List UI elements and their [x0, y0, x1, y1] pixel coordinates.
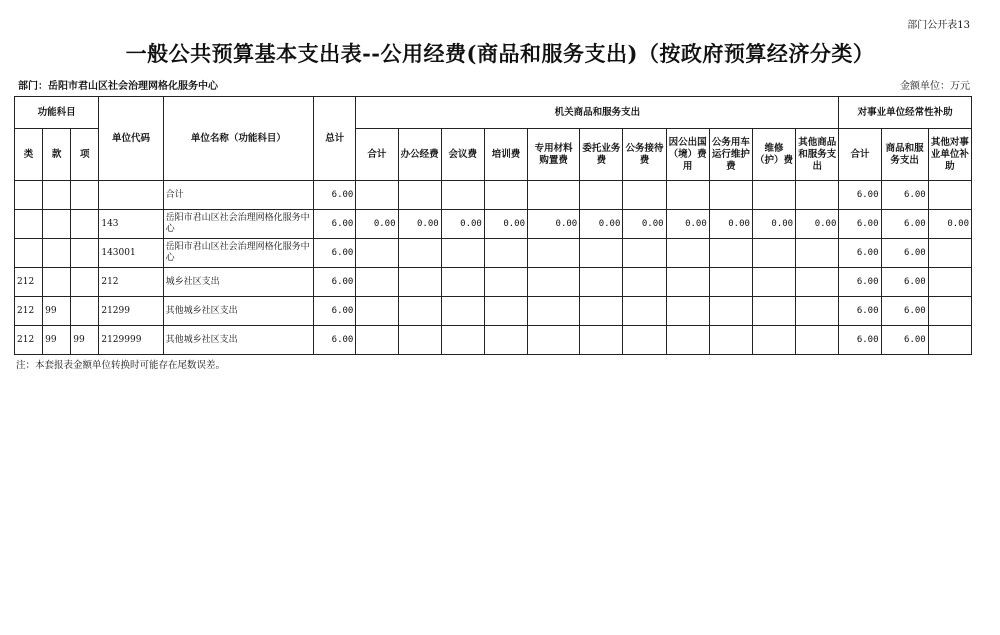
- cell-subsidy: 6.00: [839, 326, 881, 355]
- cell-value: 0.00: [398, 210, 441, 239]
- cell-unit-name: 其他城乡社区支出: [163, 326, 314, 355]
- col-header: 因公出国（境）费用: [666, 129, 709, 181]
- cell-subsidy: 6.00: [839, 297, 881, 326]
- cell-subsidy: 6.00: [881, 210, 928, 239]
- cell-value: [623, 181, 666, 210]
- cell-total: 6.00: [314, 268, 356, 297]
- cell-subsidy: 0.00: [928, 210, 971, 239]
- cell-unit-name: 其他城乡社区支出: [163, 297, 314, 326]
- header-func-subject: 功能科目: [15, 97, 99, 129]
- cell-lei: [15, 181, 43, 210]
- cell-value: [796, 268, 839, 297]
- col-header: 其他对事业单位补助: [928, 129, 971, 181]
- header-unit-code: 单位代码: [99, 97, 163, 181]
- table-row: [15, 210, 972, 239]
- cell-value: [623, 297, 666, 326]
- cell-value: [623, 326, 666, 355]
- cell-value: [484, 181, 527, 210]
- cell-total: 6.00: [314, 239, 356, 268]
- cell-kuan: [43, 210, 71, 239]
- cell-kuan: 99: [43, 297, 71, 326]
- cell-xiang: [71, 181, 99, 210]
- cell-total: 6.00: [314, 181, 356, 210]
- cell-value: 0.00: [580, 210, 623, 239]
- cell-value: [484, 268, 527, 297]
- cell-lei: 212: [15, 268, 43, 297]
- cell-kuan: [43, 239, 71, 268]
- footnote: 注：本套报表金额单位转换时可能存在尾数误差。: [16, 360, 226, 371]
- col-header: 合计: [356, 129, 398, 181]
- cell-value: [796, 239, 839, 268]
- cell-value: [666, 239, 709, 268]
- unit-label: 金额单位：万元: [900, 81, 970, 92]
- cell-value: 0.00: [623, 210, 666, 239]
- cell-lei: 212: [15, 326, 43, 355]
- cell-value: [356, 239, 398, 268]
- cell-unit-name: 岳阳市君山区社会治理网格化服务中心: [163, 239, 314, 268]
- cell-value: [441, 268, 484, 297]
- cell-value: [441, 181, 484, 210]
- cell-value: [484, 239, 527, 268]
- cell-unit-code: [99, 181, 163, 210]
- cell-value: [580, 326, 623, 355]
- cell-value: [356, 326, 398, 355]
- cell-value: [580, 181, 623, 210]
- cell-subsidy: [928, 181, 971, 210]
- cell-value: [709, 181, 752, 210]
- cell-lei: 212: [15, 297, 43, 326]
- cell-value: [752, 239, 795, 268]
- cell-value: [580, 239, 623, 268]
- col-header: 合计: [839, 129, 881, 181]
- cell-value: [528, 268, 580, 297]
- cell-subsidy: 6.00: [839, 268, 881, 297]
- col-header: 办公经费: [398, 129, 441, 181]
- cell-subsidy: 6.00: [839, 239, 881, 268]
- cell-value: [580, 268, 623, 297]
- cell-value: 0.00: [356, 210, 398, 239]
- page-code: 部门公开表13: [907, 20, 970, 31]
- page-title: 一般公共预算基本支出表--公用经费(商品和服务支出)（按政府预算经济分类）: [125, 41, 875, 66]
- cell-xiang: [71, 297, 99, 326]
- cell-subsidy: 6.00: [881, 239, 928, 268]
- cell-value: [666, 326, 709, 355]
- cell-value: [528, 239, 580, 268]
- cell-value: [752, 297, 795, 326]
- cell-subsidy: [928, 268, 971, 297]
- table-row: [15, 268, 972, 297]
- cell-value: [398, 181, 441, 210]
- cell-value: [666, 297, 709, 326]
- cell-value: [666, 181, 709, 210]
- cell-value: [796, 297, 839, 326]
- cell-unit-code: 143001: [99, 239, 163, 268]
- cell-value: [709, 268, 752, 297]
- cell-value: [752, 326, 795, 355]
- cell-value: 0.00: [752, 210, 795, 239]
- cell-value: [528, 181, 580, 210]
- cell-value: [441, 326, 484, 355]
- cell-subsidy: [928, 297, 971, 326]
- cell-unit-code: 143: [99, 210, 163, 239]
- cell-xiang: 99: [71, 326, 99, 355]
- cell-value: 0.00: [796, 210, 839, 239]
- cell-total: 6.00: [314, 297, 356, 326]
- cell-value: [441, 297, 484, 326]
- header-group-goods: 机关商品和服务支出: [356, 97, 839, 129]
- cell-value: [528, 326, 580, 355]
- cell-value: [709, 297, 752, 326]
- cell-unit-name: 城乡社区支出: [163, 268, 314, 297]
- cell-value: [398, 239, 441, 268]
- cell-subsidy: 6.00: [881, 297, 928, 326]
- cell-subsidy: [928, 326, 971, 355]
- cell-total: 6.00: [314, 210, 356, 239]
- header-xiang: 项: [71, 129, 99, 181]
- cell-xiang: [71, 210, 99, 239]
- cell-total: 6.00: [314, 326, 356, 355]
- header-kuan: 款: [43, 129, 71, 181]
- cell-value: 0.00: [528, 210, 580, 239]
- cell-subsidy: 6.00: [881, 268, 928, 297]
- cell-value: [796, 181, 839, 210]
- cell-unit-code: 21299: [99, 297, 163, 326]
- cell-unit-name: 合计: [163, 181, 314, 210]
- cell-value: [752, 181, 795, 210]
- cell-value: [796, 326, 839, 355]
- col-header: 委托业务费: [580, 129, 623, 181]
- cell-value: [356, 268, 398, 297]
- cell-value: [356, 297, 398, 326]
- cell-subsidy: [928, 239, 971, 268]
- header-lei: 类: [15, 129, 43, 181]
- table-row: [15, 297, 972, 326]
- cell-value: [623, 239, 666, 268]
- col-header: 会议费: [441, 129, 484, 181]
- cell-value: [398, 268, 441, 297]
- cell-value: [752, 268, 795, 297]
- cell-kuan: [43, 268, 71, 297]
- cell-value: [441, 239, 484, 268]
- col-header: 培训费: [484, 129, 527, 181]
- cell-value: 0.00: [709, 210, 752, 239]
- cell-value: 0.00: [441, 210, 484, 239]
- header-unit-name: 单位名称（功能科目）: [163, 97, 314, 181]
- cell-lei: [15, 210, 43, 239]
- header-total: 总计: [314, 97, 356, 181]
- budget-table: [14, 96, 972, 355]
- table-row: [15, 181, 972, 210]
- cell-value: [580, 297, 623, 326]
- table-row: [15, 326, 972, 355]
- col-header: 维修（护）费: [752, 129, 795, 181]
- header-group-subsidy: 对事业单位经常性补助: [839, 97, 972, 129]
- cell-value: [709, 239, 752, 268]
- cell-value: [356, 181, 398, 210]
- cell-kuan: [43, 181, 71, 210]
- cell-value: 0.00: [484, 210, 527, 239]
- table-row: [15, 239, 972, 268]
- cell-lei: [15, 239, 43, 268]
- cell-unit-code: 2129999: [99, 326, 163, 355]
- cell-subsidy: 6.00: [881, 181, 928, 210]
- cell-subsidy: 6.00: [839, 210, 881, 239]
- cell-subsidy: 6.00: [839, 181, 881, 210]
- cell-value: 0.00: [666, 210, 709, 239]
- col-header: 专用材料购置费: [528, 129, 580, 181]
- cell-value: [398, 297, 441, 326]
- cell-subsidy: 6.00: [881, 326, 928, 355]
- cell-value: [398, 326, 441, 355]
- cell-kuan: 99: [43, 326, 71, 355]
- department-label: 部门：岳阳市君山区社会治理网格化服务中心: [18, 81, 218, 92]
- cell-value: [484, 297, 527, 326]
- cell-xiang: [71, 268, 99, 297]
- cell-value: [623, 268, 666, 297]
- cell-unit-code: 212: [99, 268, 163, 297]
- col-header: 公务接待费: [623, 129, 666, 181]
- cell-value: [709, 326, 752, 355]
- col-header: 商品和服务支出: [881, 129, 928, 181]
- cell-value: [484, 326, 527, 355]
- cell-xiang: [71, 239, 99, 268]
- cell-value: [666, 268, 709, 297]
- col-header: 公务用车运行维护费: [709, 129, 752, 181]
- cell-unit-name: 岳阳市君山区社会治理网格化服务中心: [163, 210, 314, 239]
- cell-value: [528, 297, 580, 326]
- col-header: 其他商品和服务支出: [796, 129, 839, 181]
